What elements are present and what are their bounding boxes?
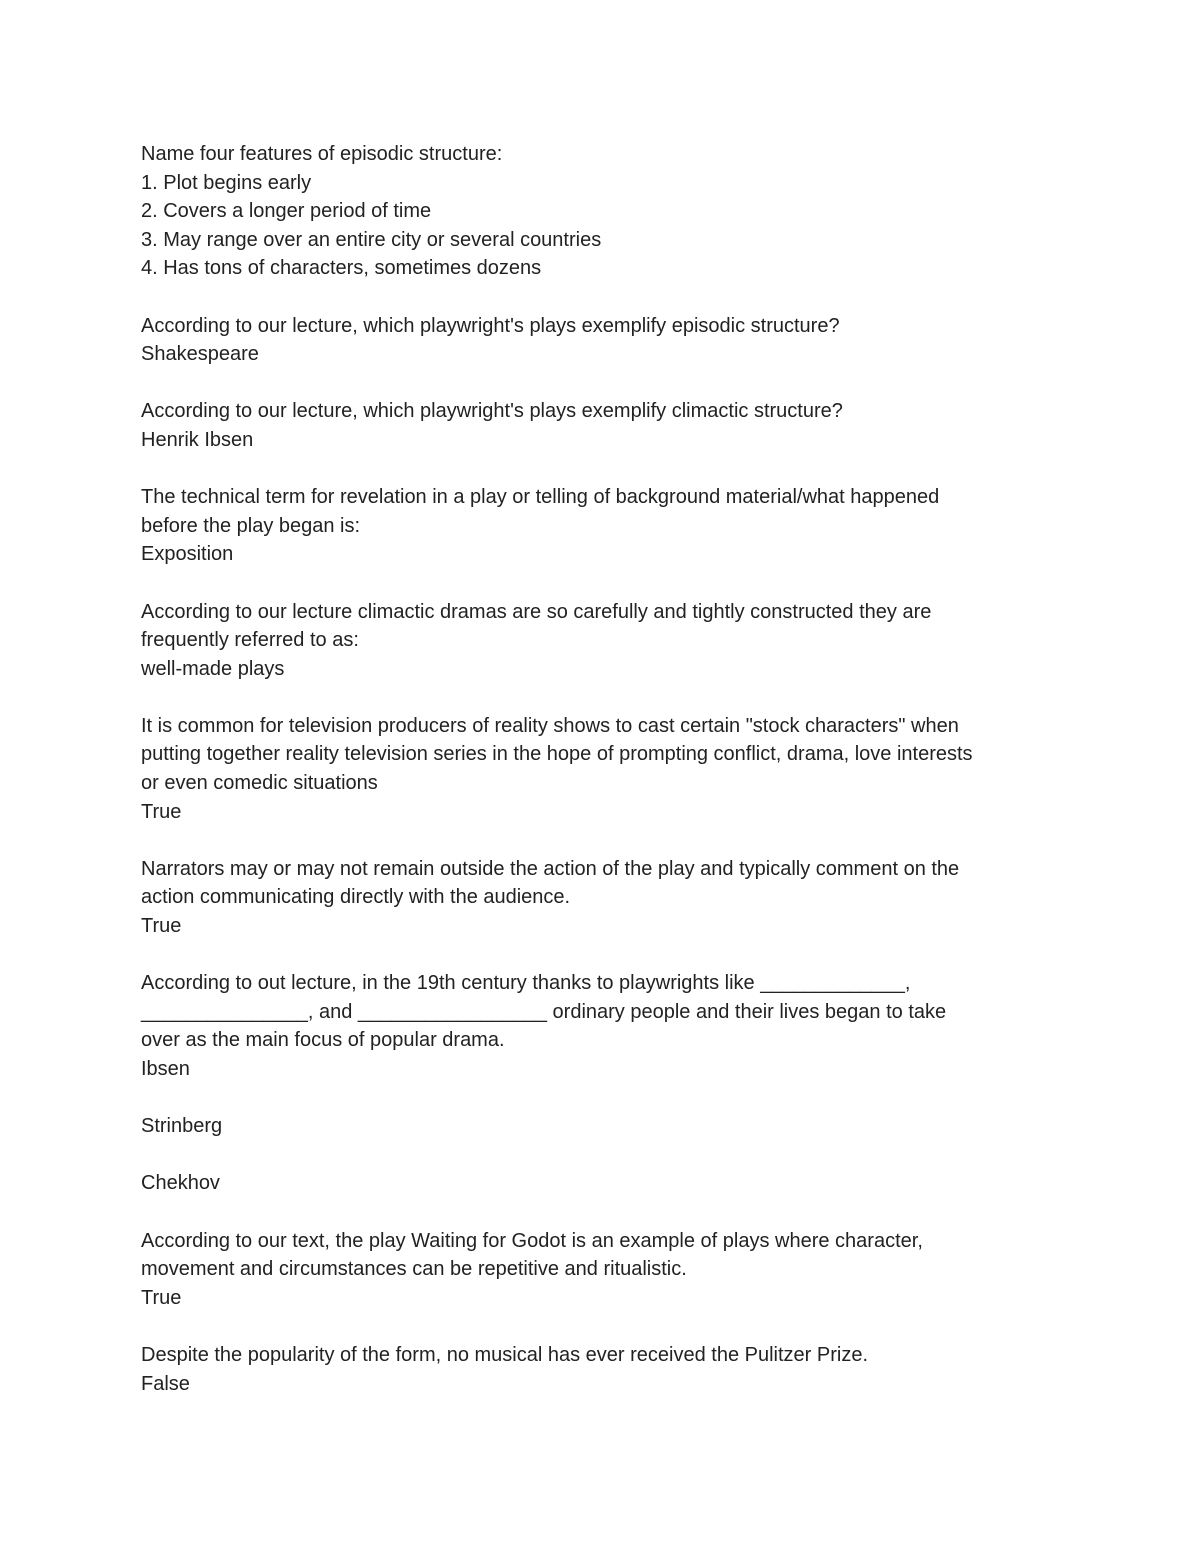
question-block-2 bbox=[141, 312, 1051, 369]
question-answer: Ibsen bbox=[141, 1058, 190, 1080]
question-answer: Shakespeare bbox=[141, 343, 259, 366]
question-answer: True bbox=[141, 915, 182, 938]
question-prompt-line: or even comedic situations bbox=[141, 772, 378, 795]
question-block-1 bbox=[141, 140, 1051, 283]
question-answer: well-made plays bbox=[141, 657, 285, 680]
list-item: 2. Covers a longer period of time bbox=[141, 200, 432, 223]
question-prompt-line: putting together reality television series in the hope of prompting conflict, drama, love interests bbox=[141, 743, 973, 766]
question-prompt-line: movement and circumstances can be repetitive and ritualistic. bbox=[141, 1258, 687, 1281]
question-block-4 bbox=[141, 483, 1051, 569]
question-answer: Exposition bbox=[141, 543, 234, 566]
question-prompt-line: It is common for television producers of reality shows to cast certain "stock characters" when bbox=[141, 714, 959, 737]
question-block-8 bbox=[141, 969, 1051, 1198]
question-prompt-line: According to out lecture, in the 19th century thanks to playwrights like _____________, bbox=[141, 972, 911, 995]
question-prompt-line: Narrators may or may not remain outside the action of the play and typically comment on the bbox=[141, 857, 960, 880]
question-prompt-line: According to our lecture climactic dramas are so carefully and tightly constructed they are bbox=[141, 600, 932, 623]
question-block-6 bbox=[141, 712, 1051, 826]
question-prompt-line: frequently referred to as: bbox=[141, 629, 359, 652]
question-answer: Strinberg bbox=[141, 1115, 223, 1138]
question-prompt-line: The technical term for revelation in a play or telling of background material/what happened bbox=[141, 486, 940, 509]
document-content bbox=[141, 140, 1051, 1427]
question-answer: True bbox=[141, 1286, 182, 1309]
question-prompt: According to our lecture, which playwright's plays exemplify episodic structure? bbox=[141, 314, 840, 337]
question-prompt: Name four features of episodic structure: bbox=[141, 143, 503, 165]
question-block-10 bbox=[141, 1341, 1051, 1398]
question-prompt-line: According to our text, the play Waiting for Godot is an example of plays where character, bbox=[141, 1229, 923, 1252]
question-prompt: According to our lecture, which playwright's plays exemplify climactic structure? bbox=[141, 400, 843, 423]
question-prompt-line: _______________, and _________________ ordinary people and their lives began to take bbox=[141, 1000, 947, 1023]
question-block-5 bbox=[141, 598, 1051, 684]
question-answer: True bbox=[141, 800, 182, 823]
list-item: 1. Plot begins early bbox=[141, 171, 312, 194]
list-item: 4. Has tons of characters, sometimes dozens bbox=[141, 257, 542, 280]
question-prompt: Despite the popularity of the form, no musical has ever received the Pulitzer Prize. bbox=[141, 1343, 869, 1366]
question-block-7 bbox=[141, 855, 1051, 941]
question-block-9 bbox=[141, 1227, 1051, 1313]
question-block-3 bbox=[141, 397, 1051, 454]
question-prompt-line: action communicating directly with the audience. bbox=[141, 886, 571, 909]
question-answer: Henrik Ibsen bbox=[141, 428, 254, 451]
question-prompt-line: before the play began is: bbox=[141, 514, 361, 537]
question-answer: False bbox=[141, 1372, 190, 1395]
question-prompt-line: over as the main focus of popular drama. bbox=[141, 1029, 505, 1052]
list-item: 3. May range over an entire city or several countries bbox=[141, 228, 602, 251]
question-answer: Chekhov bbox=[141, 1172, 220, 1195]
